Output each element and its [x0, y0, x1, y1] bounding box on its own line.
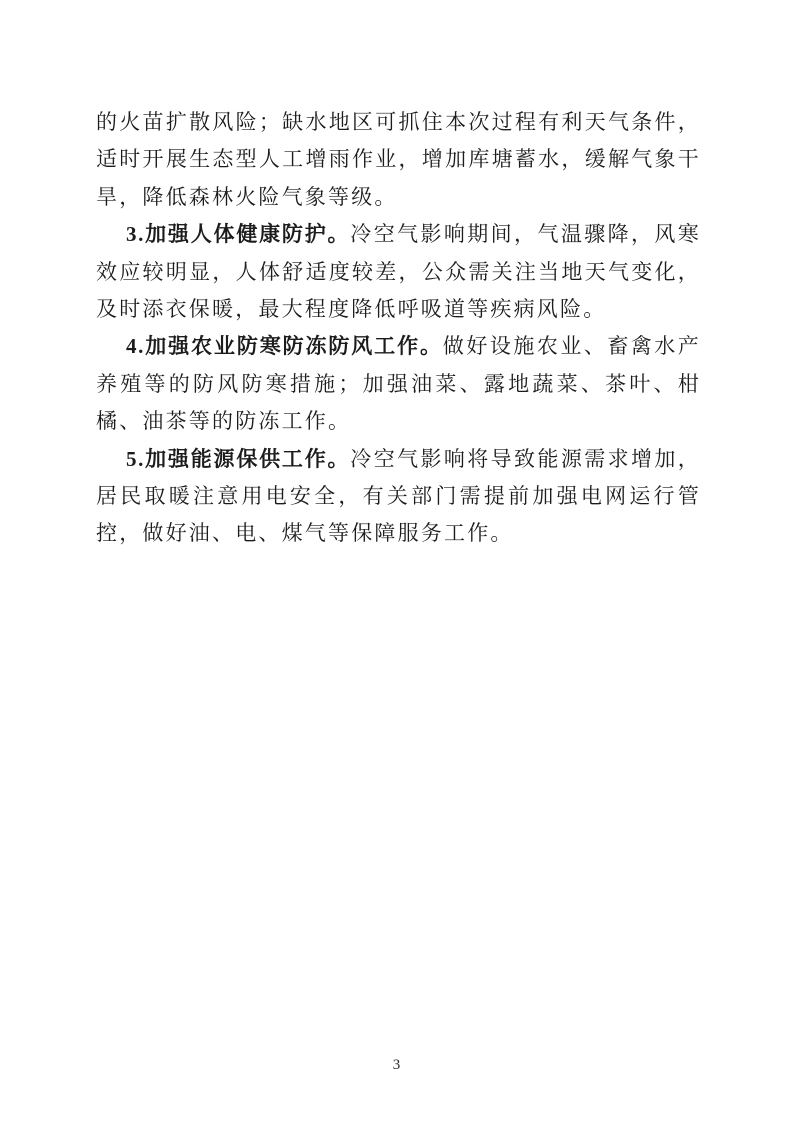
paragraph-item-5	[96, 441, 701, 553]
paragraph-heading: 4.加强农业防寒防冻防风工作。	[126, 334, 443, 359]
document-body	[96, 104, 701, 553]
page-number: 3	[392, 1057, 401, 1073]
paragraph-text: 冷空气影响将导致能源需求增加，居民取暖注意用电安全，有关部门需提前加强电网运行管控，做好油、电、煤气等保障服务工作。	[96, 446, 702, 546]
paragraph-item-4	[96, 328, 701, 440]
paragraph-item-3	[96, 216, 701, 328]
paragraph-heading: 5.加强能源保供工作。	[126, 446, 351, 471]
paragraph-text: 做好设施农业、畜禽水产养殖等的防风防寒措施；加强油菜、露地蔬菜、茶叶、柑橘、油茶等的防冻工作。	[96, 334, 701, 434]
paragraph-text: 的火苗扩散风险；缺水地区可抓住本次过程有利天气条件，适时开展生态型人工增雨作业，增加库塘蓄水，缓解气象干旱，降低森林火险气象等级。	[96, 110, 701, 209]
paragraph-text: 冷空气影响期间，气温骤降，风寒效应较明显，人体舒适度较差，公众需关注当地天气变化，及时添衣保暖，最大程度降低呼吸道等疾病风险。	[96, 222, 702, 322]
paragraph-heading: 3.加强人体健康防护。	[126, 222, 351, 247]
paragraph-continued	[96, 104, 701, 216]
